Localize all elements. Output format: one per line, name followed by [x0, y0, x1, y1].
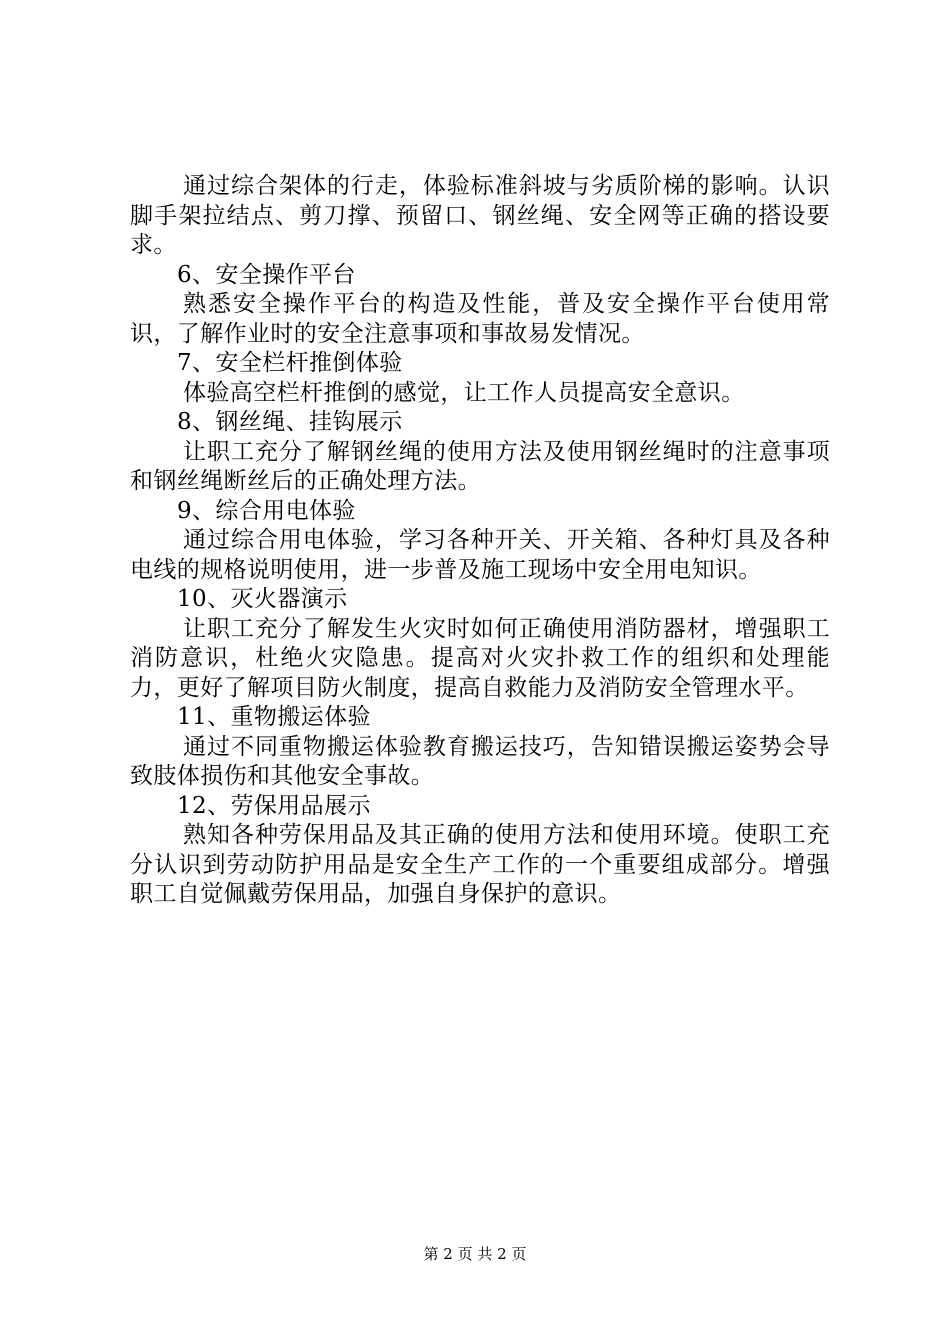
paragraph-heavy-lifting: 通过不同重物搬运体验教育搬运技巧，告知错误搬运姿势会导致肢体损伤和其他安全事故。	[130, 733, 830, 789]
paragraph-extinguisher: 让职工充分了解发生火灾时如何正确使用消防器材，增强职工消防意识，杜绝火灾隐患。提高对火灾扑救工作的组织和处理能力，更好了解项目防火制度，提高自救能力及消防安全管理水平。	[130, 615, 830, 701]
paragraph-ppe-display: 熟知各种劳保用品及其正确的使用方法和使用环境。使职工充分认识到劳动防护用品是安全生产工作的一个重要组成部分。增强职工自觉佩戴劳保用品，加强自身保护的意识。	[130, 822, 830, 907]
paragraph-railing-push: 体验高空栏杆推倒的感觉，让工作人员提高安全意识。	[183, 379, 745, 406]
heading-ppe-display: 12、劳保用品展示	[177, 792, 371, 819]
heading-wire-rope: 8、钢丝绳、挂钩展示	[177, 409, 403, 435]
heading-railing-push: 7、安全栏杆推倒体验	[177, 350, 403, 376]
heading-safe-platform: 6、安全操作平台	[177, 261, 356, 288]
heading-heavy-lifting: 11、重物搬运体验	[177, 704, 371, 730]
paragraph-scaffold-walk: 通过综合架体的行走，体验标准斜坡与劣质阶梯的影响。认识脚手架拉结点、剪刀撑、预留口、钢丝绳、安全网等正确的搭设要求。	[130, 173, 830, 258]
paragraph-wire-rope: 让职工充分了解钢丝绳的使用方法及使用钢丝绳时的注意事项和钢丝绳断丝后的正确处理方法。	[130, 438, 830, 494]
page-number-footer: 第 2 页 共 2 页	[423, 1245, 527, 1263]
paragraph-safe-platform: 熟悉安全操作平台的构造及性能，普及安全操作平台使用常识，了解作业时的安全注意事项和事故易发情况。	[130, 291, 830, 347]
document-body	[130, 172, 830, 910]
paragraph-electricity: 通过综合用电体验，学习各种开关、开关箱、各种灯具及各种电线的规格说明使用，进一步普及施工现场中安全用电知识。	[130, 527, 830, 583]
heading-electricity: 9、综合用电体验	[177, 497, 356, 524]
heading-extinguisher: 10、灭火器演示	[177, 586, 348, 612]
